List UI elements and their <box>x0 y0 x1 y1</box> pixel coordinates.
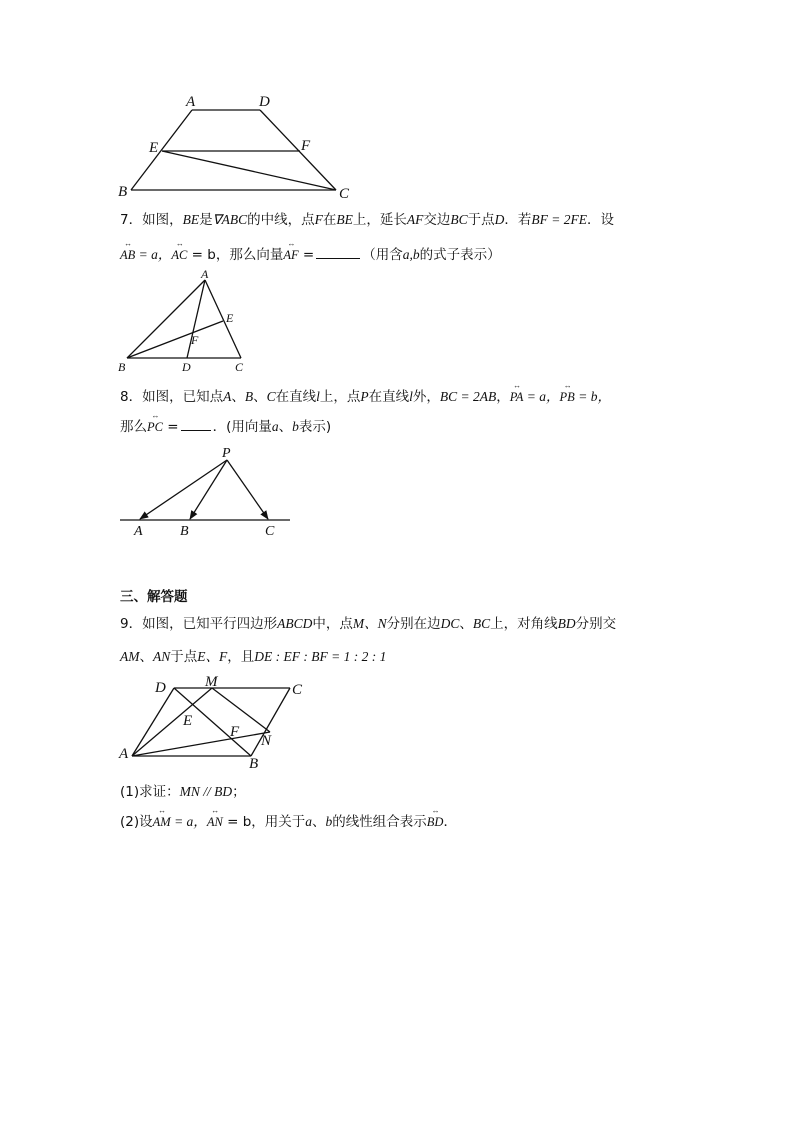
label-P: P <box>222 446 231 461</box>
label-F: F <box>191 333 199 347</box>
section-title: 三、解答题 <box>120 589 188 605</box>
label-A: A <box>201 270 209 281</box>
label-C: C <box>339 186 350 202</box>
parallelogram-figure <box>115 672 315 772</box>
label-B: B <box>180 524 189 539</box>
label-B: B <box>249 756 259 772</box>
label-D: D <box>182 360 191 374</box>
label-F: F <box>301 138 311 154</box>
label-D: D <box>259 94 270 110</box>
label-D: D <box>155 680 166 696</box>
label-C: C <box>265 524 275 539</box>
q7-line1: 7．如图，BE是∇ABC的中线，点F在BE上，延长AF交边BC于点D．若BF = 2FE．设 <box>120 212 614 228</box>
answer-blank[interactable] <box>181 418 211 431</box>
q8-line2: 那么↔ PC = ．(用向量a、b表示) <box>120 415 331 435</box>
label-A: A <box>134 524 143 539</box>
label-A: A <box>119 746 129 762</box>
label-E: E <box>183 713 193 729</box>
q8-line1: 8．如图，已知点A、B、C在直线l上，点P在直线l外，BC = 2AB，↔ PA = a，↔ PB = b， <box>120 385 611 405</box>
vector-line-figure <box>115 442 300 542</box>
q9-part1: (1)求证：MN // BD； <box>120 784 246 800</box>
label-C: C <box>235 360 244 374</box>
label-M: M <box>205 674 218 690</box>
trapezoid-figure <box>110 88 360 203</box>
label-E: E <box>149 140 159 156</box>
q7-line2: ↔ AB = a，↔ AC = b，那么向量↔ AF = （用含a,b的式子表示） <box>120 243 501 263</box>
label-E: E <box>226 311 234 325</box>
q9-line1: 9．如图，已知平行四边形ABCD中，点M、N分别在边DC、BC上，对角线BD分别交 <box>120 616 617 632</box>
q9-part2: (2)设↔ AM = a，↔ AN = b，用关于a、b的线性组合表示↔ BD． <box>120 810 457 830</box>
label-A: A <box>186 94 196 110</box>
q9-line2: AM、AN于点E、F，且DE : EF : BF = 1 : 2 : 1 <box>120 649 387 665</box>
label-N: N <box>261 733 272 749</box>
label-B: B <box>118 360 126 374</box>
label-C: C <box>292 682 303 698</box>
label-F: F <box>230 724 240 740</box>
triangle-figure <box>115 270 255 375</box>
answer-blank[interactable] <box>316 246 360 259</box>
label-B: B <box>118 184 128 200</box>
